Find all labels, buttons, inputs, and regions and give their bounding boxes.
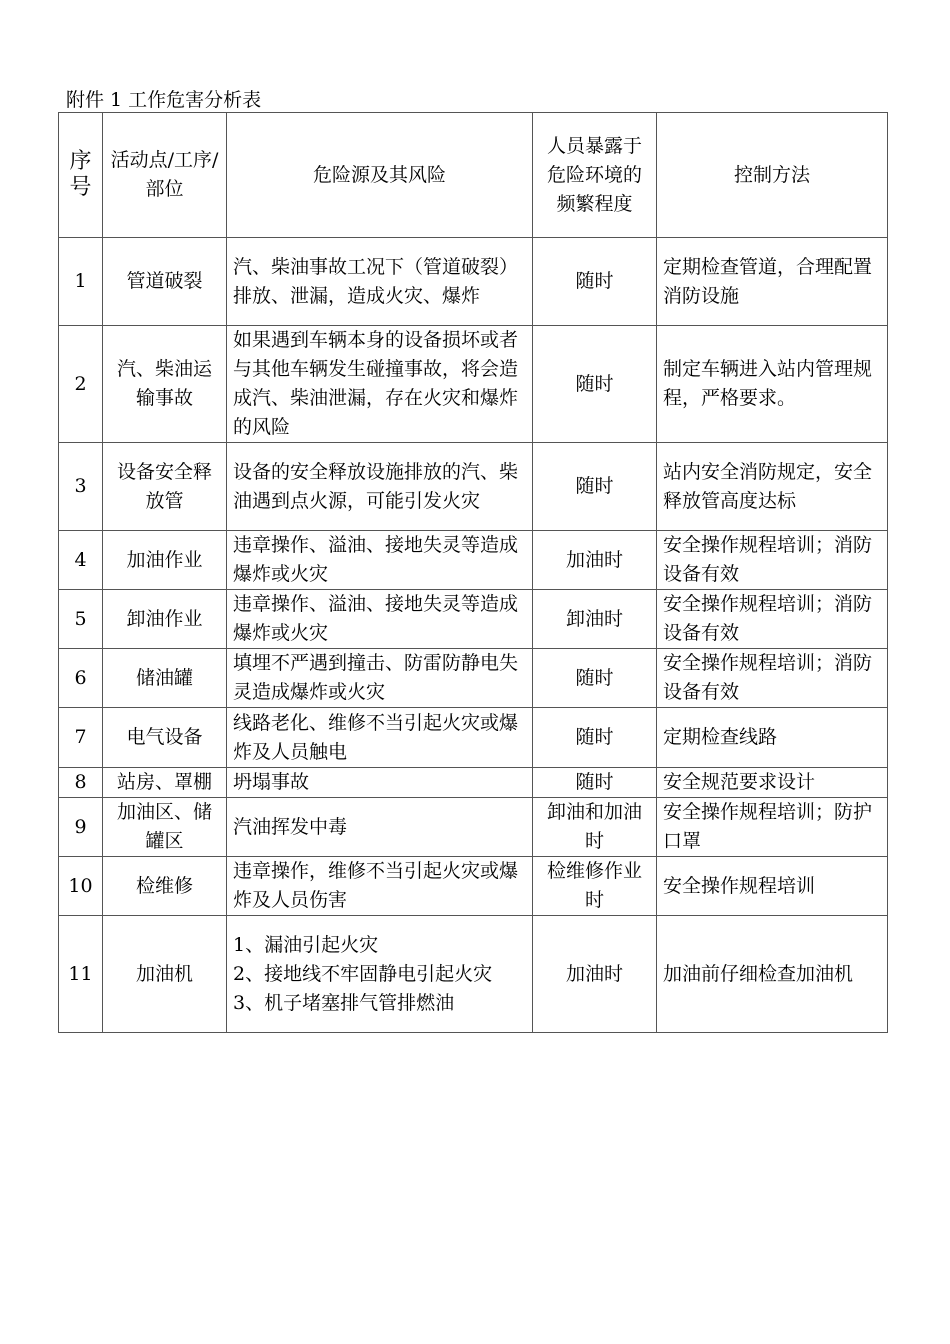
cell-hazard: 设备的安全释放设施排放的汽、柴油遇到点火源，可能引发火灾 [227, 443, 533, 531]
hazard-line: 3、机子堵塞排气管排燃油 [233, 991, 455, 1014]
table-row [59, 531, 888, 590]
table-row [59, 443, 888, 531]
cell-control: 安全操作规程培训 [657, 857, 888, 916]
cell-hazard: 线路老化、维修不当引起火灾或爆炸及人员触电 [227, 708, 533, 768]
table-row [59, 708, 888, 768]
hazard-line: 2、接地线不牢固静电引起火灾 [233, 962, 493, 985]
cell-control: 定期检查线路 [657, 708, 888, 768]
cell-no: 6 [59, 649, 103, 708]
cell-hazard: 如果遇到车辆本身的设备损坏或者与其他车辆发生碰撞事故，将会造成汽、柴油泄漏，存在火灾和爆炸的风险 [227, 326, 533, 443]
cell-no: 9 [59, 798, 103, 857]
cell-activity: 设备安全释放管 [103, 443, 227, 531]
header-control: 控制方法 [657, 113, 888, 238]
header-hazard: 危险源及其风险 [227, 113, 533, 238]
cell-hazard: 违章操作，维修不当引起火灾或爆炸及人员伤害 [227, 857, 533, 916]
cell-no: 11 [59, 916, 103, 1033]
cell-frequency: 卸油时 [533, 590, 657, 649]
cell-activity: 站房、罩棚 [103, 768, 227, 798]
cell-activity: 加油区、储罐区 [103, 798, 227, 857]
cell-frequency: 随时 [533, 326, 657, 443]
cell-activity: 储油罐 [103, 649, 227, 708]
cell-control: 安全操作规程培训；消防设备有效 [657, 649, 888, 708]
cell-hazard: 违章操作、溢油、接地失灵等造成爆炸或火灾 [227, 531, 533, 590]
cell-control: 安全操作规程培训；消防设备有效 [657, 531, 888, 590]
table-row [59, 238, 888, 326]
cell-activity: 加油机 [103, 916, 227, 1033]
cell-control: 安全操作规程培训；防护口罩 [657, 798, 888, 857]
cell-control: 定期检查管道，合理配置消防设施 [657, 238, 888, 326]
cell-hazard: 汽、柴油事故工况下（管道破裂）排放、泄漏，造成火灾、爆炸 [227, 238, 533, 326]
cell-frequency: 检维修作业时 [533, 857, 657, 916]
cell-control: 站内安全消防规定，安全释放管高度达标 [657, 443, 888, 531]
cell-control: 安全操作规程培训；消防设备有效 [657, 590, 888, 649]
hazard-analysis-table [58, 112, 888, 1033]
cell-no: 7 [59, 708, 103, 768]
cell-no: 10 [59, 857, 103, 916]
header-frequency: 人员暴露于危险环境的频繁程度 [533, 113, 657, 238]
cell-hazard: 坍塌事故 [227, 768, 533, 798]
cell-no: 8 [59, 768, 103, 798]
cell-frequency: 随时 [533, 238, 657, 326]
cell-frequency: 随时 [533, 649, 657, 708]
cell-no: 3 [59, 443, 103, 531]
table-row [59, 916, 888, 1033]
cell-activity: 汽、柴油运输事故 [103, 326, 227, 443]
cell-frequency: 随时 [533, 768, 657, 798]
cell-no: 5 [59, 590, 103, 649]
table-row [59, 768, 888, 798]
cell-frequency: 随时 [533, 443, 657, 531]
table-row [59, 649, 888, 708]
cell-activity: 管道破裂 [103, 238, 227, 326]
cell-frequency: 随时 [533, 708, 657, 768]
cell-no: 1 [59, 238, 103, 326]
cell-activity: 卸油作业 [103, 590, 227, 649]
header-activity: 活动点/工序/部位 [103, 113, 227, 238]
cell-hazard: 违章操作、溢油、接地失灵等造成爆炸或火灾 [227, 590, 533, 649]
cell-no: 4 [59, 531, 103, 590]
cell-activity: 加油作业 [103, 531, 227, 590]
cell-frequency: 卸油和加油时 [533, 798, 657, 857]
cell-activity: 电气设备 [103, 708, 227, 768]
cell-frequency: 加油时 [533, 916, 657, 1033]
table-row [59, 798, 888, 857]
table-header-row [59, 113, 888, 238]
cell-control: 制定车辆进入站内管理规程，严格要求。 [657, 326, 888, 443]
cell-hazard [227, 916, 533, 1033]
cell-frequency: 加油时 [533, 531, 657, 590]
table-row [59, 590, 888, 649]
cell-control: 安全规范要求设计 [657, 768, 888, 798]
cell-no: 2 [59, 326, 103, 443]
header-no: 序号 [59, 113, 103, 238]
cell-control: 加油前仔细检查加油机 [657, 916, 888, 1033]
table-row [59, 857, 888, 916]
cell-hazard: 汽油挥发中毒 [227, 798, 533, 857]
document-title: 附件 1 工作危害分析表 [66, 89, 262, 111]
hazard-line: 1、漏油引起火灾 [233, 933, 379, 956]
cell-activity: 检维修 [103, 857, 227, 916]
table-row [59, 326, 888, 443]
cell-hazard: 填埋不严遇到撞击、防雷防静电失灵造成爆炸或火灾 [227, 649, 533, 708]
